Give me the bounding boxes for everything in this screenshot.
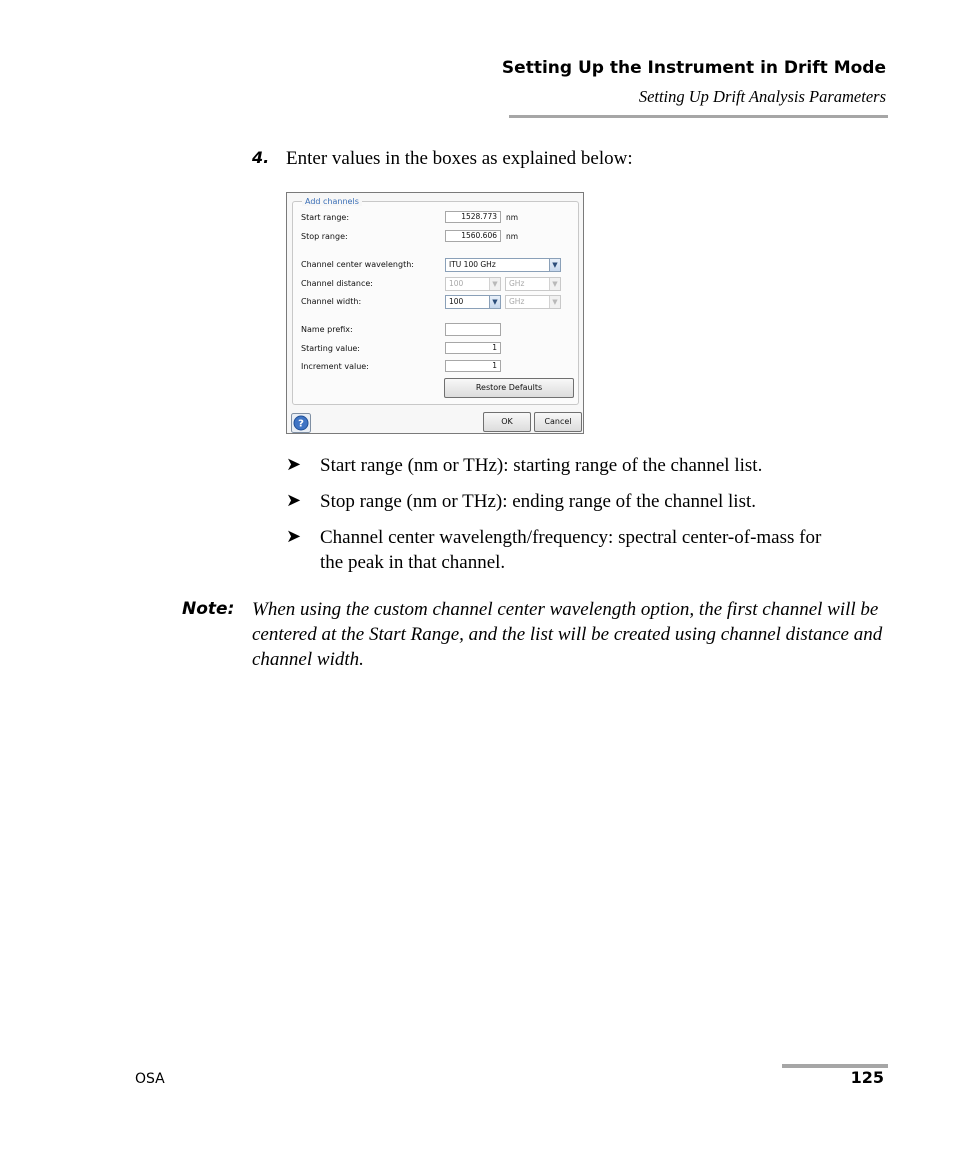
channel-width-unit-select[interactable] <box>505 295 561 309</box>
bullet-stop-range: Stop range (nm or THz): ending range of the channel list. <box>320 491 756 512</box>
channel-width-label: Channel width: <box>301 297 362 306</box>
step-text: Enter values in the boxes as explained below: <box>286 148 633 169</box>
bullet-center-wavelength: Channel center wavelength/frequency: spectral center-of-mass for <box>320 527 822 548</box>
bullet-arrow-icon: ➤ <box>286 454 302 474</box>
channel-width-unit: GHz <box>509 297 525 306</box>
footer-product: OSA <box>135 1071 165 1087</box>
header-divider <box>509 115 888 118</box>
chevron-down-icon[interactable]: ▼ <box>489 296 500 308</box>
page-number: 125 <box>850 1068 884 1087</box>
channel-distance-label: Channel distance: <box>301 279 373 288</box>
question-mark-icon[interactable] <box>291 413 311 433</box>
note-text: When using the custom channel center wavelength option, the first channel will be centered at the Start Range, and the list will be created using channel distance and channel width. <box>252 599 883 670</box>
center-wavelength-label: Channel center wavelength: <box>301 260 414 269</box>
starting-value-input[interactable]: 1 <box>445 342 501 354</box>
center-wavelength-value: ITU 100 GHz <box>449 260 496 269</box>
channel-distance-value: 100 <box>449 279 464 288</box>
restore-defaults-button[interactable]: Restore Defaults <box>444 378 574 398</box>
chevron-down-icon[interactable]: ▼ <box>549 296 560 308</box>
channel-distance-select[interactable] <box>445 277 501 291</box>
stop-range-label: Stop range: <box>301 232 348 241</box>
channel-width-select[interactable] <box>445 295 501 309</box>
name-prefix-input[interactable] <box>445 323 501 336</box>
name-prefix-label: Name prefix: <box>301 325 353 334</box>
channel-distance-unit-select[interactable] <box>505 277 561 291</box>
increment-value-input[interactable]: 1 <box>445 360 501 372</box>
bullet-arrow-icon: ➤ <box>286 490 302 510</box>
stop-range-unit: nm <box>506 232 519 241</box>
note-label: Note: <box>182 599 235 619</box>
channel-distance-unit: GHz <box>509 279 525 288</box>
center-wavelength-select[interactable] <box>445 258 561 272</box>
section-title: Setting Up the Instrument in Drift Mode <box>501 58 886 78</box>
start-range-input[interactable]: 1528.773 <box>445 211 501 223</box>
bullet-center-wavelength-cont: the peak in that channel. <box>320 552 506 573</box>
bullet-start-range: Start range (nm or THz): starting range of the channel list. <box>320 455 763 476</box>
chevron-down-icon[interactable]: ▼ <box>549 259 560 271</box>
bullet-arrow-icon: ➤ <box>286 526 302 546</box>
starting-value-label: Starting value: <box>301 344 361 353</box>
add-channels-dialog <box>286 192 584 434</box>
start-range-label: Start range: <box>301 213 350 222</box>
increment-value-label: Increment value: <box>301 362 369 371</box>
step-number: 4. <box>252 148 270 167</box>
ok-button[interactable]: OK <box>483 412 531 432</box>
chevron-down-icon[interactable]: ▼ <box>549 278 560 290</box>
svg-text:?: ? <box>298 418 304 430</box>
cancel-button[interactable]: Cancel <box>534 412 582 432</box>
channel-width-value: 100 <box>449 297 464 306</box>
section-subtitle: Setting Up Drift Analysis Parameters <box>638 87 886 106</box>
chevron-down-icon[interactable]: ▼ <box>489 278 500 290</box>
start-range-unit: nm <box>506 213 519 222</box>
add-channels-group <box>292 197 579 405</box>
stop-range-input[interactable]: 1560.606 <box>445 230 501 242</box>
group-title: Add channels <box>302 197 362 206</box>
